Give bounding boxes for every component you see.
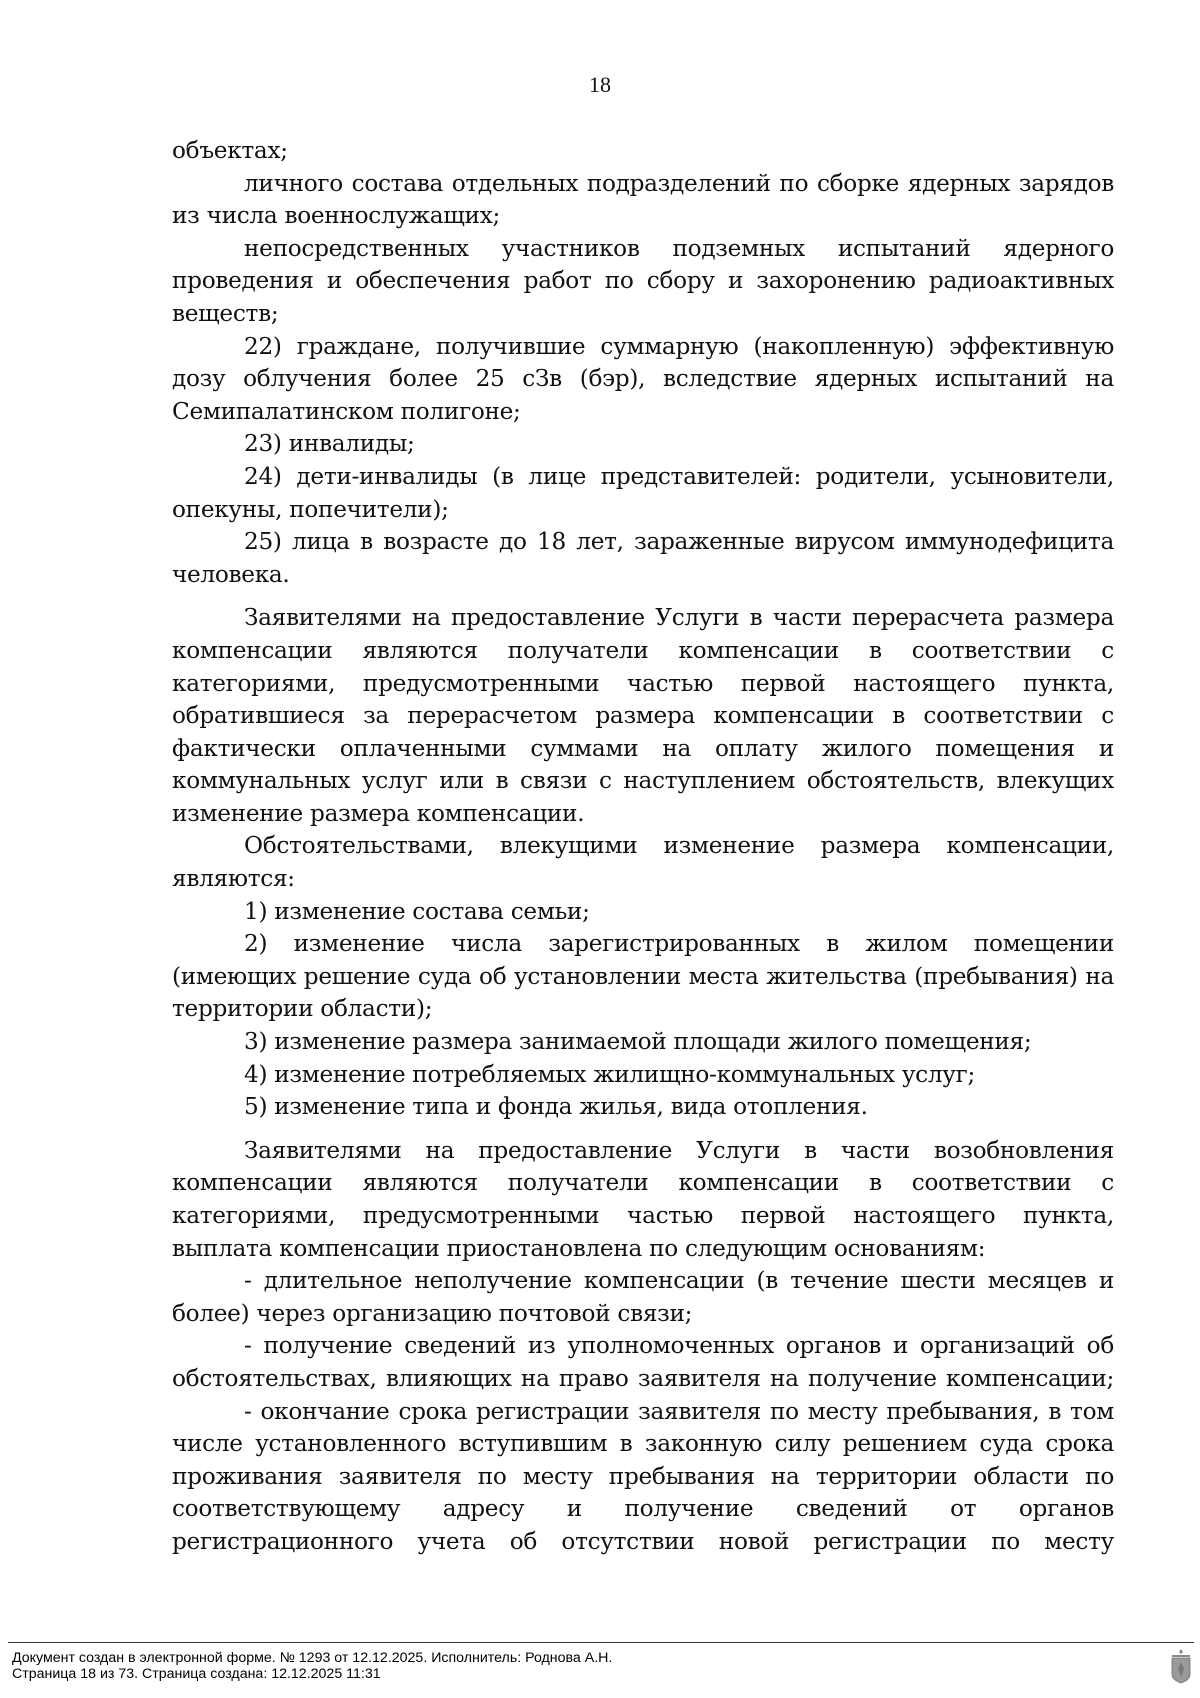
text-line: объектах; xyxy=(172,137,288,164)
text-line: проживания заявителя по месту пребывания на территории области по xyxy=(172,1462,1114,1490)
text-line: Семипалатинском полигоне; xyxy=(172,397,521,425)
text-line: человека. xyxy=(172,560,290,588)
text-line: компенсации являются получатели компенсации в соответствии с xyxy=(172,1169,1114,1197)
text-line: 25) лица в возрасте до 18 лет, зараженные вирусом иммунодефицита xyxy=(244,528,1114,556)
text-line: - окончание срока регистрации заявителя по месту пребывания, в том xyxy=(244,1397,1114,1425)
text-line: регистрационного учета об отсутствии новой регистрации по месту xyxy=(172,1527,1114,1555)
text-line: 22) граждане, получившие суммарную (накопленную) эффективную xyxy=(244,332,1114,360)
text-line: компенсации являются получатели компенсации в соответствии с xyxy=(172,636,1114,664)
text-line: категориями, предусмотренными частью первой настоящего пункта, xyxy=(172,1202,1114,1229)
text-line: опекуны, попечители); xyxy=(172,495,449,523)
emblem-icon xyxy=(1170,1648,1192,1684)
footer-line-1: Документ создан в электронной форме. № 1293 от 12.12.2025. Исполнитель: Роднова А.Н. xyxy=(12,1650,613,1666)
text-line: 5) изменение типа и фонда жилья, вида отопления. xyxy=(244,1093,868,1121)
text-line: из числа военнослужащих; xyxy=(172,202,500,230)
text-line: обстоятельствах, влияющих на право заявителя на получение компенсации; xyxy=(172,1364,1114,1392)
text-line: непосредственных участников подземных испытаний ядерного xyxy=(244,234,1114,262)
text-line: являются: xyxy=(172,865,295,893)
text-line: числе установленного вступившим в законную силу решением суда срока xyxy=(172,1430,1114,1458)
text-line: (имеющих решение суда об установлении места жительства (пребывания) на xyxy=(172,962,1114,990)
text-line: 23) инвалиды; xyxy=(244,430,415,458)
footer-text xyxy=(12,1650,612,1682)
page-number: 18 xyxy=(589,72,611,97)
text-line: 4) изменение потребляемых жилищно-коммунальных услуг; xyxy=(244,1060,975,1088)
paragraph-gap xyxy=(172,591,1114,602)
text-line: веществ; xyxy=(172,299,279,327)
footer-line-2: Страница 18 из 73. Страница создана: 12.12.2025 11:31 xyxy=(12,1666,381,1682)
text-line: проведения и обеспечения работ по сбору и захоронению радиоактивных xyxy=(172,267,1114,295)
text-line: 24) дети-инвалиды (в лице представителей: родители, усыновители, xyxy=(244,462,1114,490)
paragraph-gap xyxy=(172,1124,1114,1135)
text-line: выплата компенсации приостановлена по следующим основаниям: xyxy=(172,1234,986,1262)
text-line: обратившиеся за перерасчетом размера компенсации в соответствии с xyxy=(172,702,1114,730)
text-line: личного состава отдельных подразделений по сборке ядерных зарядов xyxy=(244,169,1114,197)
text-line: 2) изменение числа зарегистрированных в жилом помещении xyxy=(244,930,1114,958)
text-line: - получение сведений из уполномоченных органов и организаций об xyxy=(244,1332,1114,1360)
document-footer xyxy=(0,1640,1200,1698)
text-line: Заявителями на предоставление Услуги в части возобновления xyxy=(244,1136,1114,1164)
document-body xyxy=(172,135,1114,1559)
text-line: территории области); xyxy=(172,995,433,1023)
text-line: - длительное неполучение компенсации (в течение шести месяцев и xyxy=(244,1267,1114,1295)
text-line: Заявителями на предоставление Услуги в части перерасчета размера xyxy=(244,604,1114,632)
text-line: коммунальных услуг или в связи с наступлением обстоятельств, влекущих xyxy=(172,767,1114,795)
text-line: категориями, предусмотренными частью первой настоящего пункта, xyxy=(172,669,1114,697)
text-line: 1) изменение состава семьи; xyxy=(244,897,590,925)
text-line: фактически оплаченными суммами на оплату жилого помещения и xyxy=(172,734,1114,762)
text-line: 3) изменение размера занимаемой площади жилого помещения; xyxy=(244,1028,1032,1056)
text-line: изменение размера компенсации. xyxy=(172,799,585,827)
text-line: Обстоятельствами, влекущими изменение размера компенсации, xyxy=(244,832,1114,860)
text-line: более) через организацию почтовой связи; xyxy=(172,1299,693,1327)
text-line: соответствующему адресу и получение сведений от органов xyxy=(172,1495,1114,1523)
text-line: дозу облучения более 25 сЗв (бэр), вследствие ядерных испытаний на xyxy=(172,365,1114,393)
footer-divider xyxy=(8,1642,1194,1643)
